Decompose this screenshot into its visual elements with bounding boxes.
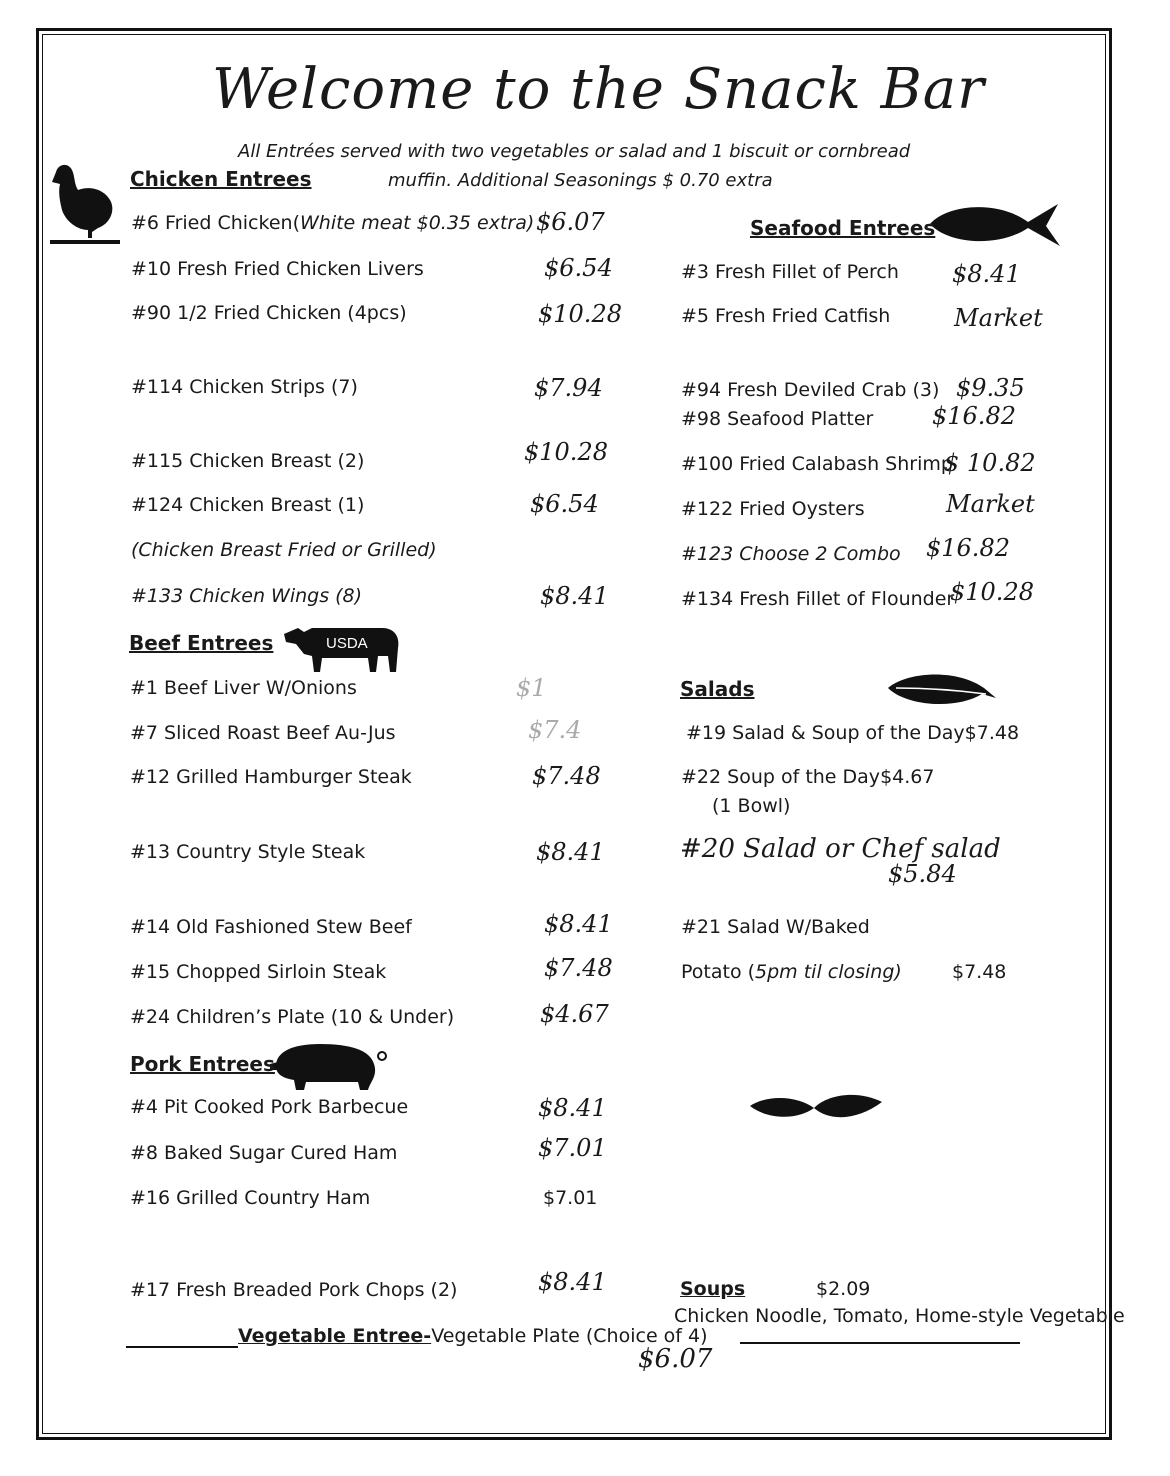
chicken-item: #114 Chicken Strips (7) bbox=[131, 376, 358, 398]
chicken-item-price: $6.54 bbox=[544, 254, 613, 282]
beef-item: #1 Beef Liver W/Onions bbox=[130, 677, 357, 699]
seafood-item: #100 Fried Calabash Shrimp bbox=[681, 453, 953, 475]
beef-entrees-header: Beef Entrees bbox=[129, 631, 274, 655]
beef-item-price: $7.48 bbox=[532, 762, 601, 790]
seafood-item: #5 Fresh Fried Catfish bbox=[681, 305, 891, 327]
leaves-icon bbox=[748, 1090, 884, 1126]
vegetable-entree: Vegetable Entree-Vegetable Plate (Choice of 4) bbox=[238, 1325, 708, 1347]
chicken-item-price: $10.28 bbox=[524, 438, 608, 466]
chicken-entrees-header: Chicken Entrees bbox=[130, 167, 312, 191]
pork-item: #8 Baked Sugar Cured Ham bbox=[130, 1142, 398, 1164]
pork-item: #4 Pit Cooked Pork Barbecue bbox=[130, 1096, 409, 1118]
seafood-item-price: $16.82 bbox=[926, 534, 1010, 562]
beef-item: #15 Chopped Sirloin Steak bbox=[130, 961, 387, 983]
divider-left bbox=[126, 1346, 238, 1348]
divider-right bbox=[740, 1342, 1020, 1344]
beef-item: #7 Sliced Roast Beef Au-Jus bbox=[130, 722, 396, 744]
salads-header: Salads bbox=[680, 677, 755, 701]
cow-icon bbox=[282, 622, 404, 680]
seafood-item-price: $16.82 bbox=[932, 402, 1016, 430]
seafood-item-price: $ 10.82 bbox=[944, 449, 1036, 477]
seafood-item-price: Market bbox=[954, 304, 1043, 332]
seafood-item: #123 Choose 2 Combo bbox=[681, 543, 901, 565]
beef-item-price: $7.4 bbox=[528, 716, 582, 744]
beef-item-price: $4.67 bbox=[540, 1000, 609, 1028]
pork-entrees-header: Pork Entrees bbox=[130, 1052, 275, 1076]
soups-header: Soups bbox=[680, 1278, 746, 1300]
salad-item: #22 Soup of the Day$4.67 bbox=[681, 766, 935, 788]
pork-item: #16 Grilled Country Ham bbox=[130, 1187, 371, 1209]
chicken-item: #133 Chicken Wings (8) bbox=[131, 585, 363, 607]
pork-item-price: $7.01 bbox=[538, 1134, 607, 1162]
chicken-icon bbox=[48, 160, 123, 245]
beef-item-price: $8.41 bbox=[536, 838, 605, 866]
beef-item: #13 Country Style Steak bbox=[130, 841, 366, 863]
salad-item: #19 Salad & Soup of the Day$7.48 bbox=[686, 722, 1020, 744]
seafood-item-price: $10.28 bbox=[950, 578, 1034, 606]
seafood-item: #94 Fresh Deviled Crab (3) bbox=[681, 379, 940, 401]
fish-icon bbox=[928, 200, 1063, 250]
menu-title: Welcome to the Snack Bar bbox=[212, 57, 985, 122]
beef-item-price: $1 bbox=[516, 674, 547, 702]
chicken-item-price: $10.28 bbox=[538, 300, 622, 328]
salad-item: #21 Salad W/Baked bbox=[681, 916, 870, 938]
seafood-entrees-header: Seafood Entrees bbox=[750, 216, 936, 240]
chicken-item-price: $8.41 bbox=[540, 582, 609, 610]
subtitle-line-2: muffin. Additional Seasonings $ 0.70 extra bbox=[388, 170, 773, 191]
chicken-item: #124 Chicken Breast (1) bbox=[131, 494, 365, 516]
chicken-item-price: $7.94 bbox=[534, 374, 603, 402]
vegetable-entree-price: $6.07 bbox=[638, 1344, 713, 1374]
chicken-item-price: $6.07 bbox=[536, 208, 605, 236]
beef-item: #14 Old Fashioned Stew Beef bbox=[130, 916, 412, 938]
soups-price: $2.09 bbox=[816, 1278, 871, 1300]
beef-item-price: $8.41 bbox=[544, 910, 613, 938]
leaf-icon bbox=[886, 670, 998, 710]
pork-item-price: $8.41 bbox=[538, 1268, 607, 1296]
salad-item: Potato (5pm til closing) bbox=[681, 961, 902, 983]
pork-item: #17 Fresh Breaded Pork Chops (2) bbox=[130, 1279, 458, 1301]
beef-item: #24 Children’s Plate (10 & Under) bbox=[130, 1006, 455, 1028]
seafood-item: #3 Fresh Fillet of Perch bbox=[681, 261, 899, 283]
seafood-item-price: Market bbox=[946, 490, 1035, 518]
seafood-item-price: $8.41 bbox=[952, 260, 1021, 288]
chicken-item-price: $6.54 bbox=[530, 490, 599, 518]
salad-item-price: $5.84 bbox=[888, 860, 957, 888]
subtitle-line-1: All Entrées served with two vegetables or salad and 1 biscuit or cornbread bbox=[238, 141, 911, 162]
seafood-item: #122 Fried Oysters bbox=[681, 498, 865, 520]
soups-list: Chicken Noodle, Tomato, Home-style Vegetable bbox=[674, 1305, 1125, 1327]
seafood-item: #134 Fresh Fillet of Flounder bbox=[681, 588, 955, 610]
pork-item-price: $8.41 bbox=[538, 1094, 607, 1122]
seafood-item-price: $9.35 bbox=[956, 374, 1025, 402]
chicken-item: #10 Fresh Fried Chicken Livers bbox=[131, 258, 424, 280]
usda-label: USDA bbox=[326, 635, 368, 652]
salad-item-price: $7.48 bbox=[952, 961, 1007, 983]
salad-item: #20 Salad or Chef salad bbox=[680, 834, 1001, 864]
chicken-note: (Chicken Breast Fried or Grilled) bbox=[131, 539, 437, 561]
salad-item-sub: (1 Bowl) bbox=[712, 795, 791, 817]
seafood-item: #98 Seafood Platter bbox=[681, 408, 874, 430]
chicken-item: #90 1/2 Fried Chicken (4pcs) bbox=[131, 302, 407, 324]
chicken-item: #115 Chicken Breast (2) bbox=[131, 450, 365, 472]
beef-item: #12 Grilled Hamburger Steak bbox=[130, 766, 412, 788]
pork-item-price: $7.01 bbox=[543, 1187, 598, 1209]
pig-icon bbox=[270, 1040, 390, 1095]
beef-item-price: $7.48 bbox=[544, 954, 613, 982]
chicken-item: #6 Fried Chicken(White meat $0.35 extra) bbox=[131, 212, 535, 234]
